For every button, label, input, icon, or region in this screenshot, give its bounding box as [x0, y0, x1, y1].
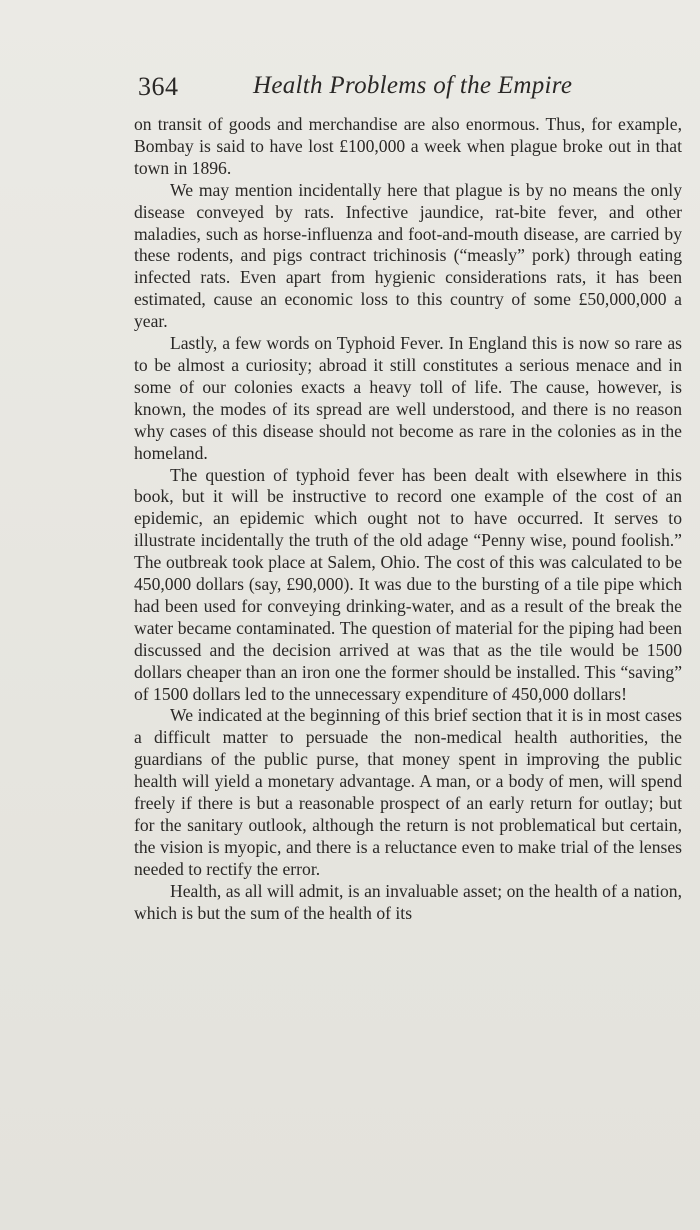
- running-title: Health Problems of the Empire: [253, 72, 573, 99]
- paragraph-salem-epidemic: The question of typhoid fever has been dealt with elsewhere in this book, but it will be instructive to record one example of the cost of an epidemic, an epidemic which ought not to have occurred. It serves to illustrate incidentally the truth of the old adage “Penny wise, pound foolish.” The outbreak took place at Salem, Ohio. The cost of this was calculated to be 450,000 dollars (say, £90,000). It was due to the bursting of a tile pipe which had been used for conveying drinking-water, and as a result of the break the water became contaminated. The question of material for the piping had been discussed and the decision arrived at was that as the tile would be 1500 dollars cheaper than an iron one the former should be installed. This “saving” of 1500 dollars led to the unnecessary expenditure of 450,000 dollars!: [134, 464, 682, 704]
- page-header: [138, 70, 688, 106]
- paragraph-continuation: on transit of goods and merchandise are also enormous. Thus, for example, Bombay is said to have lost £100,000 a week when plague broke out in that town in 1896.: [134, 114, 682, 178]
- body-text: [134, 114, 682, 925]
- paragraph-public-health-spending: We indicated at the beginning of this brief section that it is in most cases a difficult matter to persuade the non-medical health authorities, the guardians of the public purse, that money spent in improving the public health will yield a monetary advantage. A man, or a body of men, will spend freely if there is but a reasonable prospect of an early return for outlay; but for the sanitary outlook, although the return is not problematical but certain, the vision is myopic, and there is a reluctance even to make trial of the lenses needed to rectify the error.: [134, 705, 682, 879]
- paragraph-health-asset: Health, as all will admit, is an invaluable asset; on the health of a nation, which is but the sum of the health of its: [134, 880, 682, 923]
- page-number: 364: [138, 72, 179, 101]
- paragraph-typhoid: Lastly, a few words on Typhoid Fever. In England this is now so rare as to be almost a curiosity; abroad it still constitutes a serious menace and in some of our colonies exacts a heavy toll of life. The cause, however, is known, the modes of its spread are well understood, and there is no reason why cases of this disease should not become as rare in the colonies as in the homeland.: [134, 333, 682, 463]
- paragraph-rats: We may mention incidentally here that plague is by no means the only disease conveyed by rats. Infective jaundice, rat-bite fever, and other maladies, such as horse-influenza and foot-and-mouth disease, are carried by these rodents, and pigs contract trichinosis (“measly” pork) through eating infected rats. Even apart from hygienic considerations rats, it has been estimated, cause an economic loss to this country of some £50,000,000 a year.: [134, 179, 682, 332]
